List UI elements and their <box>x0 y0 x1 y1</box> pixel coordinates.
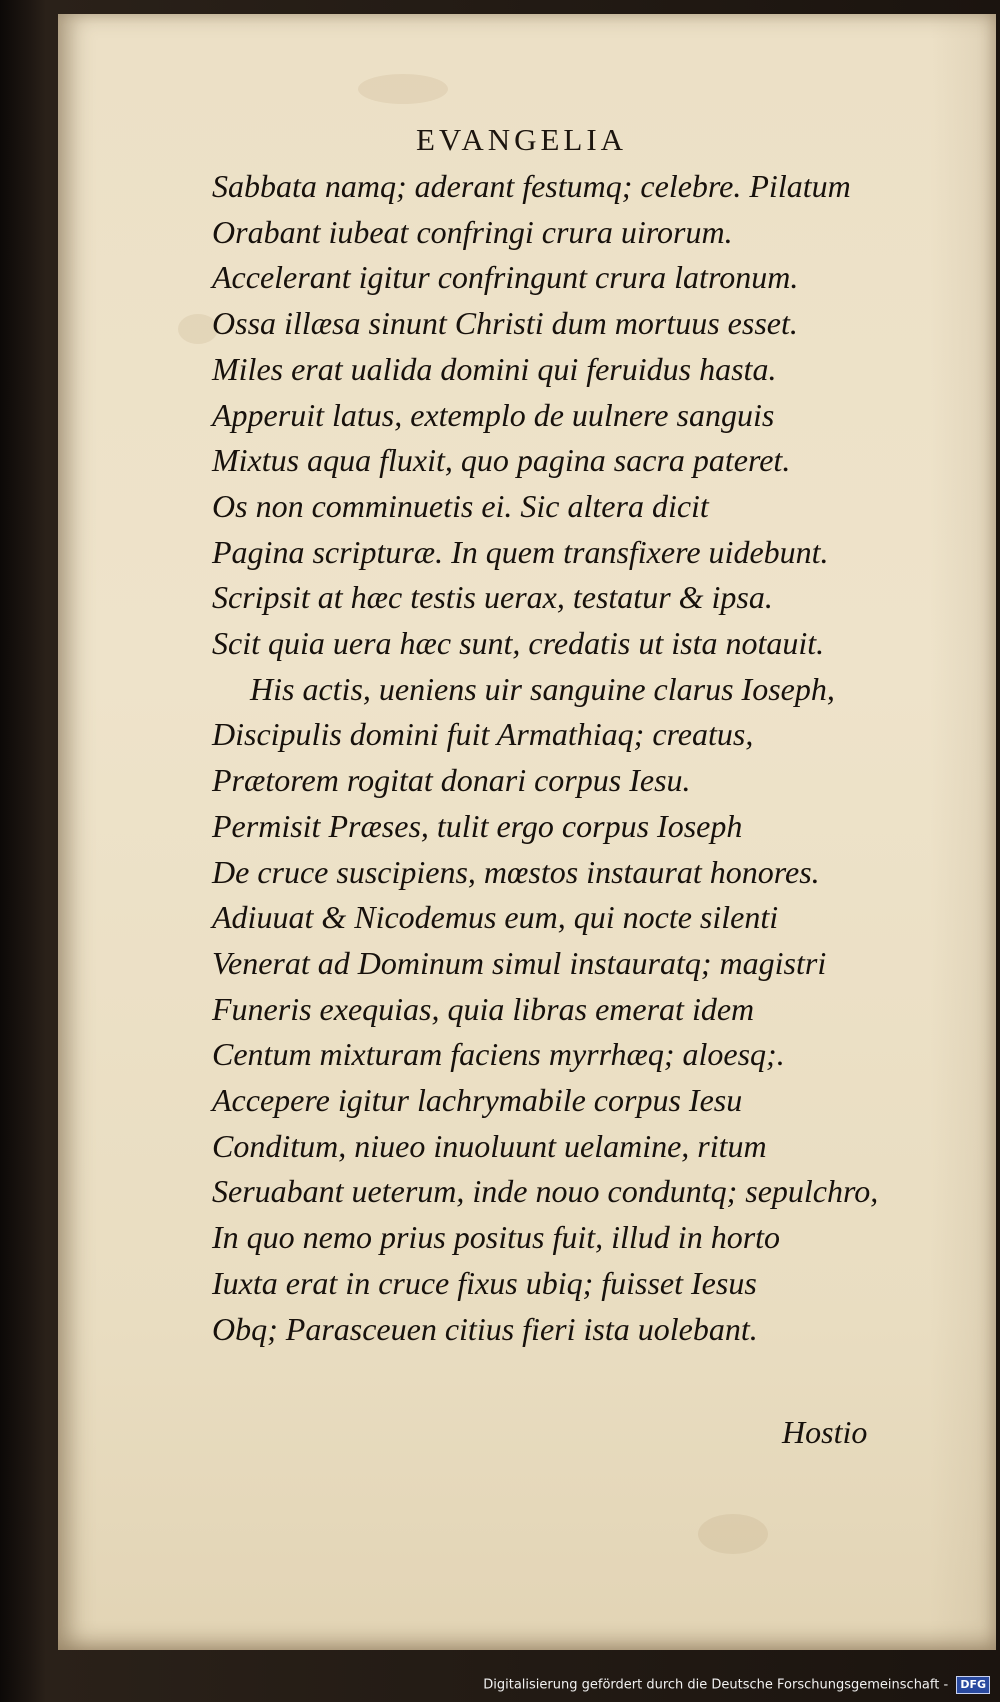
paper-stain <box>698 1514 768 1554</box>
verse-line: Scripsit at hæc testis uerax, testatur & ipsa. <box>212 579 773 616</box>
verse-line: De cruce suscipiens, mœstos instaurat honores. <box>212 853 820 890</box>
verse-line: Pagina scripturæ. In quem transfixere uidebunt. <box>212 533 829 570</box>
verse-line: Funeris exequias, quia libras emerat idem <box>212 990 755 1027</box>
verse-line: Ossa illæsa sinunt Christi dum mortuus esset. <box>212 305 798 342</box>
verse-line: Scit quia uera hæc sunt, credatis ut ista notauit. <box>212 625 825 662</box>
verse-line: Seruabant ueterum, inde nouo conduntq; sepulchro, <box>212 1173 879 1210</box>
verse-line: Sabbata namq; aderant festumq; celebre. Pilatum <box>212 168 851 204</box>
credit-text: Digitalisierung gefördert durch die Deutsche Forschungsgemeinschaft - <box>483 1677 949 1693</box>
verse-line: Apperuit latus, extemplo de uulnere sanguis <box>212 396 775 433</box>
verse-line: Accelerant igitur confringunt crura latronum. <box>212 259 799 296</box>
verse-line: In quo nemo prius positus fuit, illud in horto <box>212 1219 781 1256</box>
catchword: Hostio <box>782 1414 868 1450</box>
verse-text-block <box>212 164 912 1352</box>
paper-stain <box>358 74 448 104</box>
page-edge-shadow <box>930 14 996 1650</box>
verse-line: Mixtus aqua fluxit, quo pagina sacra pateret. <box>212 442 791 479</box>
verse-line: His actis, ueniens uir sanguine clarus Ioseph, <box>250 670 835 707</box>
verse-line: Permisit Præses, tulit ergo corpus Ioseph <box>212 807 743 844</box>
verse-line: Centum mixturam faciens myrrhæq; aloesq;. <box>212 1036 785 1073</box>
verse-line: Venerat ad Dominum simul instauratq; magistri <box>212 944 827 981</box>
verse-line: Obq; Parasceuen citius fieri ista uolebant. <box>212 1310 758 1347</box>
verse-line: Conditum, niueo inuoluunt uelamine, ritum <box>212 1127 767 1164</box>
verse-line: Orabant iubeat confringi crura uirorum. <box>212 213 733 250</box>
dfg-logo-icon: DFG <box>956 1676 990 1694</box>
verse-line: Adiuuat & Nicodemus eum, qui nocte silenti <box>212 899 779 936</box>
digitization-credit <box>0 1676 990 1698</box>
verse-line: Discipulis domini fuit Armathiaq; creatus, <box>212 716 754 753</box>
running-head: EVANGELIA <box>416 122 628 157</box>
verse-line: Prætorem rogitat donari corpus Iesu. <box>212 762 691 799</box>
verse-line: Os non comminuetis ei. Sic altera dicit <box>212 487 709 524</box>
verse-line: Accepere igitur lachrymabile corpus Iesu <box>212 1082 743 1119</box>
verse-line: Miles erat ualida domini qui feruidus hasta. <box>212 350 777 387</box>
verse-line: Iuxta erat in cruce fixus ubiq; fuisset Iesus <box>212 1264 757 1301</box>
